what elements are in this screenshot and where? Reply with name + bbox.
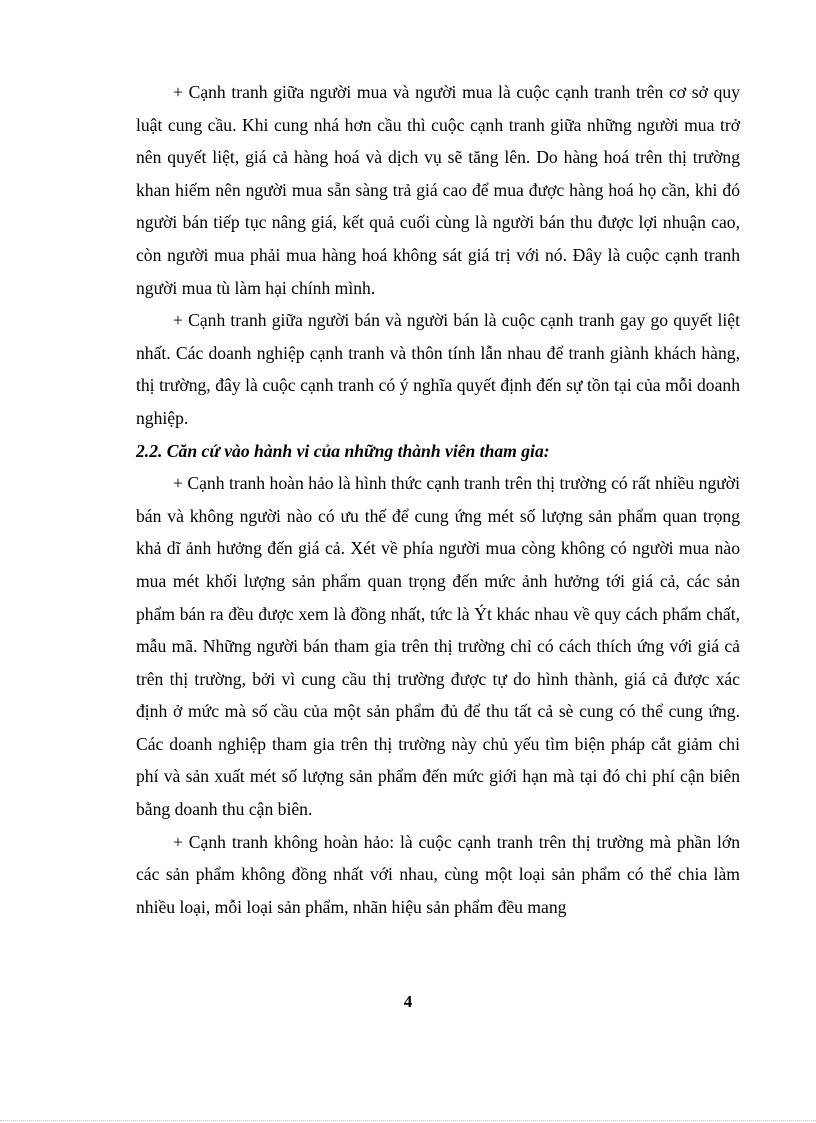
- section-heading: 2.2. Căn cứ vào hành vi của những thành viên tham gia:: [136, 440, 550, 461]
- page-bottom-divider: [0, 1120, 816, 1121]
- paragraph-buyer-competition: + Cạnh tranh giữa người mua và người mua là cuộc cạnh tranh trên cơ sở quy luật cung cầu. Khi cung nhá hơn cầu thì cuộc cạnh tranh giữa những người mua trở nên quyết liệt, giá cả hàng hoá và dịch vụ sẽ tăng lên. Do hàng hoá trên thị trường khan hiếm nên người mua sẵn sàng trả giá cao để mua được hàng hoá họ cần, khi đó người bán tiếp tục nâng giá, kết quả cuối cùng là người bán thu được lợi nhuận cao, còn người mua phải mua hàng hoá không sát giá trị với nó. Đây là cuộc cạnh tranh người mua tù làm hại chính mình.: [136, 82, 740, 298]
- paragraph-seller-competition: + Cạnh tranh giữa người bán và người bán là cuộc cạnh tranh gay go quyết liệt nhất. Các doanh nghiệp cạnh tranh và thôn tính lẫn nhau để tranh giành khách hàng, thị trường, đây là cuộc cạnh tranh có ý nghĩa quyết định đến sự tồn tại của mỗi doanh nghiệp.: [136, 310, 740, 428]
- page-number: 4: [403, 992, 413, 1011]
- page-content: [136, 76, 740, 923]
- paragraph-imperfect-competition: + Cạnh tranh không hoàn hảo: là cuộc cạnh tranh trên thị trường mà phần lớn các sản phẩm không đồng nhất với nhau, cùng một loại sản phẩm có thể chia làm nhiều loại, mỗi loại sản phẩm, nhãn hiệu sản phẩm đều mang: [136, 831, 740, 917]
- paragraph-perfect-competition: + Cạnh tranh hoàn hảo là hình thức cạnh tranh trên thị trường có rất nhiều người bán và không người nào có ưu thế để cung ứng mét số lượng sản phẩm quan trọng khả dĩ ảnh hưởng đến giá cả. Xét về phía người mua còng không có người mua nào mua mét khối lượng sản phẩm quan trọng đến mức ảnh hưởng tới giá cả, các sản phẩm bán ra đều được xem là đồng nhất, tức là Ýt khác nhau về quy cách phẩm chất, mẫu mã. Những người bán tham gia trên thị trường chỉ có cách thích ứng với giá cả trên thị trường, bởi vì cung cầu thị trường được tự do hình thành, giá cả được xác định ở mức mà số cầu của một sản phẩm đủ để thu tất cả sè cung có thể cung ứng. Các doanh nghiệp tham gia trên thị trường này chủ yếu tìm biện pháp cắt giảm chi phí và sản xuất mét số lượng sản phẩm đến mức giới hạn mà tại đó chi phí cận biên bằng doanh thu cận biên.: [136, 473, 740, 820]
